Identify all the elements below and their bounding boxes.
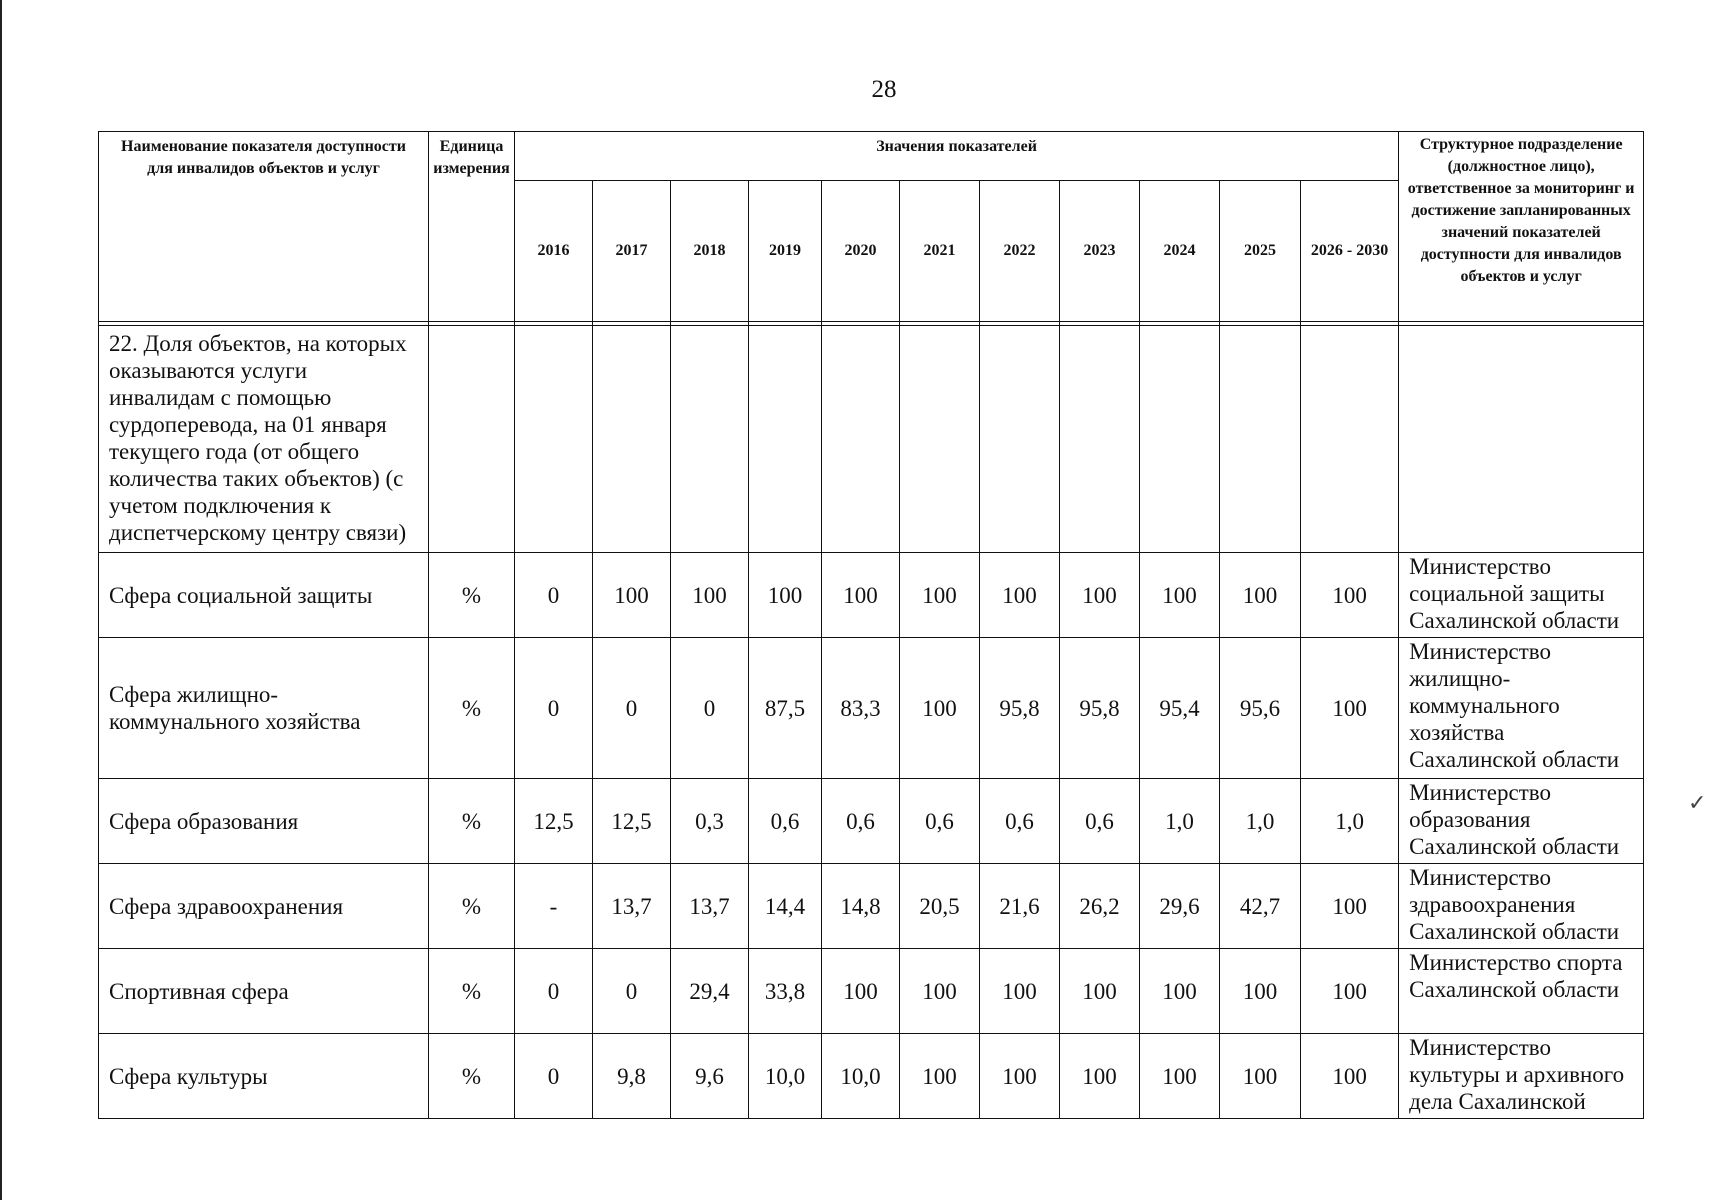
row-value: 1,0 — [1301, 779, 1399, 864]
row-value: 100 — [1301, 864, 1399, 949]
row-responsible: Министерство спорта Сахалинской области — [1399, 949, 1644, 1034]
row-value: 9,6 — [671, 1034, 749, 1119]
row-value: 0 — [671, 638, 749, 779]
row-value: 0,6 — [980, 779, 1060, 864]
indicators-table — [98, 131, 1644, 1119]
header-year: 2019 — [749, 181, 822, 322]
header-year: 2016 — [515, 181, 593, 322]
row-responsible: Министерство образования Сахалинской области — [1399, 779, 1644, 864]
table-row — [99, 779, 1644, 864]
header-values: Значения показателей — [515, 132, 1399, 181]
row-unit: % — [429, 779, 515, 864]
row-value: 95,4 — [1140, 638, 1220, 779]
row-value: 0,6 — [900, 779, 980, 864]
row-value: 14,8 — [822, 864, 900, 949]
row-responsible: Министерство жилищно-коммунального хозяйства Сахалинской области — [1399, 638, 1644, 779]
row-value: 0,6 — [749, 779, 822, 864]
table-body — [99, 322, 1644, 1119]
row-value: 100 — [1140, 949, 1220, 1034]
row-unit: % — [429, 638, 515, 779]
row-value: 9,8 — [593, 1034, 671, 1119]
row-value: 21,6 — [980, 864, 1060, 949]
row-name: Сфера культуры — [99, 1034, 429, 1119]
row-value: 10,0 — [822, 1034, 900, 1119]
row-name: Сфера здравоохранения — [99, 864, 429, 949]
row-value: 100 — [900, 949, 980, 1034]
row-value: 100 — [1060, 949, 1140, 1034]
row-responsible: Министерство культуры и архивного дела Сахалинской — [1399, 1034, 1644, 1119]
row-value: 83,3 — [822, 638, 900, 779]
row-value: 100 — [1060, 1034, 1140, 1119]
row-value: 14,4 — [749, 864, 822, 949]
row-value: 95,6 — [1220, 638, 1301, 779]
table-row — [99, 949, 1644, 1034]
row-value: 10,0 — [749, 1034, 822, 1119]
row-name: Сфера образования — [99, 779, 429, 864]
header-year: 2017 — [593, 181, 671, 322]
table-row — [99, 638, 1644, 779]
row-unit: % — [429, 1034, 515, 1119]
row-value: 100 — [822, 553, 900, 638]
row-value: 95,8 — [1060, 638, 1140, 779]
row-value: 1,0 — [1140, 779, 1220, 864]
row-name: Спортивная сфера — [99, 949, 429, 1034]
table-row — [99, 864, 1644, 949]
indicator-group-row — [99, 326, 1644, 553]
row-value: 12,5 — [515, 779, 593, 864]
row-value: 0 — [515, 1034, 593, 1119]
row-value: 100 — [593, 553, 671, 638]
row-name: Сфера жилищно-коммунального хозяйства — [99, 638, 429, 779]
row-value: 100 — [1220, 1034, 1301, 1119]
row-value: 100 — [1220, 553, 1301, 638]
row-name: Сфера социальной защиты — [99, 553, 429, 638]
header-year: 2021 — [900, 181, 980, 322]
row-value: 0 — [515, 553, 593, 638]
row-value: 0 — [515, 638, 593, 779]
row-value: 20,5 — [900, 864, 980, 949]
row-responsible: Министерство здравоохранения Сахалинской области — [1399, 864, 1644, 949]
row-value: 100 — [1060, 553, 1140, 638]
header-year: 2024 — [1140, 181, 1220, 322]
row-value: 100 — [1301, 638, 1399, 779]
margin-check-mark: ✓ — [1688, 790, 1707, 815]
row-value: 0,6 — [1060, 779, 1140, 864]
row-unit: % — [429, 949, 515, 1034]
row-value: 100 — [980, 949, 1060, 1034]
header-year: 2020 — [822, 181, 900, 322]
row-value: 100 — [900, 553, 980, 638]
row-value: 26,2 — [1060, 864, 1140, 949]
header-year: 2025 — [1220, 181, 1301, 322]
header-responsible: Структурное подразделение (должностное лицо), ответственное за мониторинг и достижение запланированных значений показателей доступности для инвалидов объектов и услуг — [1399, 132, 1644, 322]
row-value: 100 — [671, 553, 749, 638]
row-value: 100 — [1301, 553, 1399, 638]
row-value: 0,3 — [671, 779, 749, 864]
row-value: 1,0 — [1220, 779, 1301, 864]
row-value: 100 — [980, 553, 1060, 638]
row-unit: % — [429, 553, 515, 638]
header-year: 2023 — [1060, 181, 1140, 322]
row-value: 29,4 — [671, 949, 749, 1034]
header-year: 2026 - 2030 — [1301, 181, 1399, 322]
row-value: 0 — [515, 949, 593, 1034]
row-value: 100 — [1301, 949, 1399, 1034]
row-value: 0,6 — [822, 779, 900, 864]
table-header — [99, 132, 1644, 322]
row-value: - — [515, 864, 593, 949]
row-value: 100 — [1140, 553, 1220, 638]
row-value: 100 — [749, 553, 822, 638]
row-value: 12,5 — [593, 779, 671, 864]
row-value: 13,7 — [593, 864, 671, 949]
row-value: 100 — [1301, 1034, 1399, 1119]
row-value: 0 — [593, 638, 671, 779]
header-unit: Единица измерения — [429, 132, 515, 322]
table-row — [99, 1034, 1644, 1119]
row-value: 100 — [822, 949, 900, 1034]
indicator-group-label: 22. Доля объектов, на которых оказываются услуги инвалидам с помощью сурдоперевода, на 01 января текущего года (от общего количества таких объектов) (с учетом подключения к диспетчерскому центру связи) — [99, 326, 429, 553]
row-value: 100 — [1140, 1034, 1220, 1119]
row-responsible: Министерство социальной защиты Сахалинской области — [1399, 553, 1644, 638]
row-value: 29,6 — [1140, 864, 1220, 949]
header-year: 2022 — [980, 181, 1060, 322]
row-value: 33,8 — [749, 949, 822, 1034]
row-value: 100 — [900, 638, 980, 779]
row-value: 95,8 — [980, 638, 1060, 779]
header-name: Наименование показателя доступности для инвалидов объектов и услуг — [99, 132, 429, 322]
row-value: 87,5 — [749, 638, 822, 779]
row-value: 0 — [593, 949, 671, 1034]
page-edge — [0, 0, 2, 1200]
row-unit: % — [429, 864, 515, 949]
header-year: 2018 — [671, 181, 749, 322]
row-value: 100 — [980, 1034, 1060, 1119]
row-value: 13,7 — [671, 864, 749, 949]
row-value: 100 — [900, 1034, 980, 1119]
table-row — [99, 553, 1644, 638]
row-value: 100 — [1220, 949, 1301, 1034]
page-number: 28 — [871, 76, 897, 103]
row-value: 42,7 — [1220, 864, 1301, 949]
